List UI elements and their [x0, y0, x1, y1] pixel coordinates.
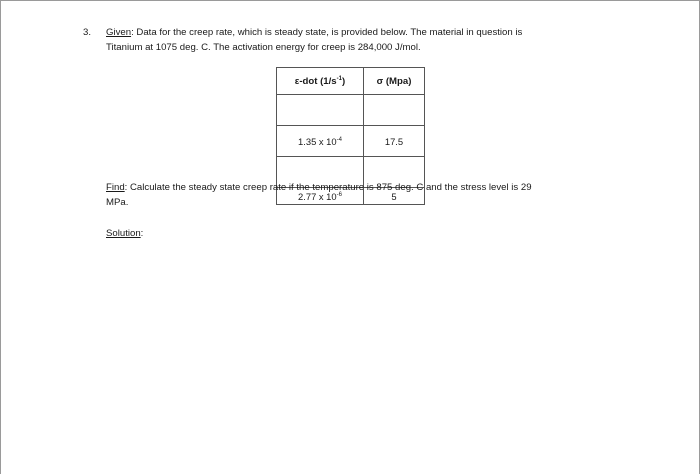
table-spacer-row	[277, 95, 425, 126]
header-creep-rate-text: ε-dot (1/s	[294, 75, 337, 87]
page-border-top	[0, 0, 700, 1]
find-block	[106, 181, 626, 210]
cell-creep-rate-mantissa: 2.77 x 10	[298, 190, 337, 202]
find-text-2: MPa.	[106, 196, 129, 208]
header-stress-text: σ (Mpa)	[376, 75, 412, 87]
solution-label: Solution	[106, 228, 141, 239]
cell-creep-rate-exponent: -6	[336, 191, 342, 198]
header-creep-rate	[277, 68, 364, 95]
solution-colon: :	[140, 228, 144, 239]
cell-creep-rate-exponent: -4	[336, 136, 342, 143]
find-text-1: : Calculate the steady state creep rate if the temperature is 875 deg. C and the stress level is 29	[124, 182, 532, 193]
given-label: Given	[106, 27, 132, 38]
given-text-1: : Data for the creep rate, which is steady state, is provided below. The material in question is	[131, 27, 523, 38]
header-creep-rate-exponent: -1	[336, 75, 342, 82]
cell-creep-rate-mantissa: 1.35 x 10	[298, 135, 337, 147]
solution-block	[106, 228, 143, 239]
table-header-row	[277, 68, 425, 95]
cell-stress: 17.5	[364, 126, 425, 157]
header-stress	[364, 68, 425, 95]
problem-number: 3.	[83, 27, 92, 38]
header-creep-rate-close: )	[342, 75, 346, 87]
cell-creep-rate	[277, 126, 364, 157]
page-border-left	[0, 0, 1, 474]
given-block	[106, 26, 626, 55]
find-label: Find	[106, 182, 125, 193]
cell-stress: 5	[364, 188, 425, 205]
find-line-1	[106, 181, 626, 196]
given-text-2: Titanium at 1075 deg. C. The activation energy for creep is 284,000 J/mol.	[106, 41, 421, 53]
table-row	[277, 126, 425, 157]
given-line-1	[106, 26, 626, 41]
